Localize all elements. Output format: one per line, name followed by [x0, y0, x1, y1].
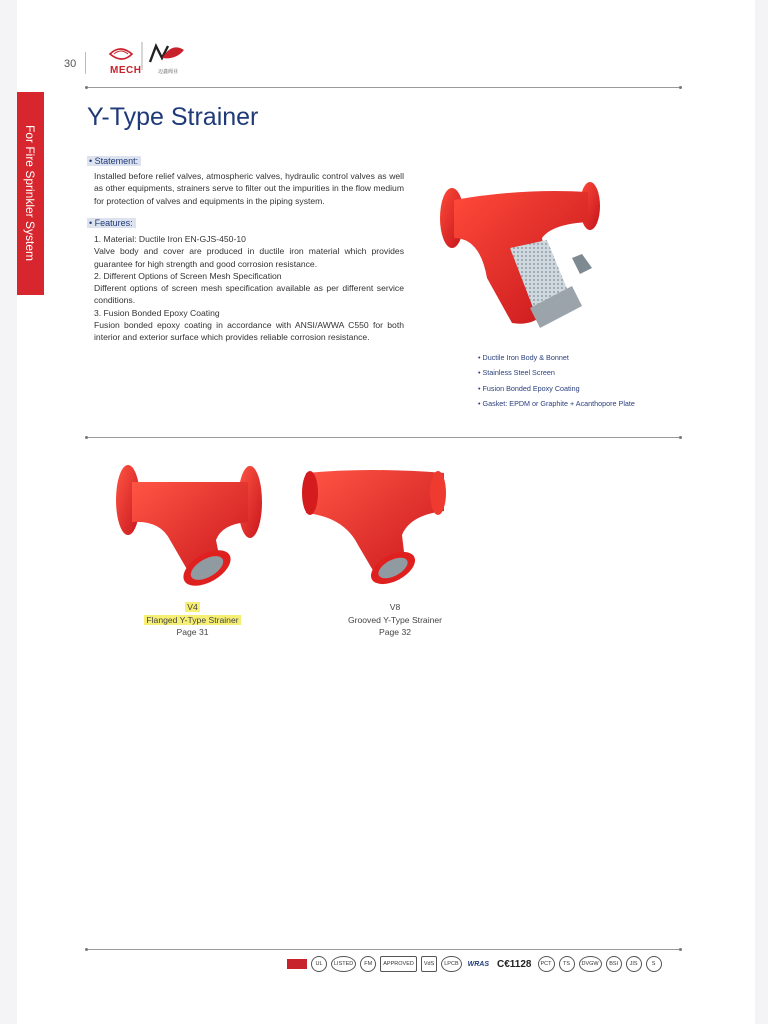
side-tab-label: For Fire Sprinkler System	[23, 124, 37, 262]
product-feature-item: • Gasket: EPDM or Graphite + Acanthopore Plate	[478, 398, 635, 408]
features-list	[94, 233, 404, 344]
ul-listed-icon: LISTED	[331, 956, 356, 972]
strainer-cutaway-image	[432, 178, 607, 338]
product-page: Page 32	[378, 627, 412, 637]
product-name: Flanged Y-Type Strainer	[146, 614, 239, 625]
fm-approved-icon: FM	[360, 956, 376, 972]
product-name: Grooved Y-Type Strainer	[347, 614, 443, 625]
feature-heading: 3. Fusion Bonded Epoxy Coating	[94, 307, 220, 318]
product-feature-item: • Ductile Iron Body & Bonnet	[478, 353, 569, 362]
dvgw-icon: DVGW	[579, 956, 602, 972]
pct-icon: PCT	[538, 956, 555, 972]
product-code: V4	[187, 602, 198, 612]
lpcb-icon: LPCB	[441, 956, 461, 972]
features-label: • Features:	[87, 218, 136, 228]
header-divider	[85, 52, 86, 74]
product-caption-v8	[335, 601, 455, 639]
footer-rule	[87, 949, 680, 950]
brand-name: MECH	[110, 65, 142, 76]
page-title: Y-Type Strainer	[87, 103, 259, 131]
jis-icon: JIS	[626, 956, 642, 972]
s-mark-icon: S	[646, 956, 662, 972]
ts-icon: TS	[559, 956, 575, 972]
page-number: 30	[64, 58, 77, 70]
product-code: V8	[389, 602, 401, 612]
feature-text: Different options of screen mesh specification available as per different service conditions.	[94, 283, 404, 306]
product-caption-v4	[135, 601, 250, 639]
bsi-icon: BSI	[606, 956, 622, 972]
product-feature-item: • Fusion Bonded Epoxy Coating	[478, 383, 580, 393]
vds-icon: VdS	[421, 956, 437, 972]
approved-icon: APPROVED	[380, 956, 417, 972]
logo-subtext: 迈鑫阀业	[158, 69, 179, 75]
statement-text: Installed before relief valves, atmospheric valves, hydraulic control valves as well as other equipments, strainers serve to filter out the impurities in the flow medium for protection of valves and equipments in the piping system.	[94, 171, 404, 206]
flanged-strainer-image	[112, 460, 267, 595]
certification-logos	[287, 953, 662, 975]
feature-heading: 2. Different Options of Screen Mesh Specification	[94, 270, 282, 281]
wras-icon: WRAS	[467, 960, 490, 968]
product-feature-item: • Stainless Steel Screen	[478, 368, 555, 378]
product-feature-list	[478, 350, 635, 411]
section-rule	[87, 437, 680, 438]
flag-icon	[287, 959, 307, 969]
product-page: Page 31	[176, 627, 209, 637]
feature-text: Valve body and cover are produced in ductile iron material which provides guarantee for high strength and good corrosion resistance.	[94, 246, 404, 269]
statement-label: • Statement:	[87, 156, 141, 166]
feature-text: Fusion bonded epoxy coating in accordance with ANSI/AWWA C550 for both interior and exterior surface which provides reliable corrosion resistance.	[94, 320, 404, 343]
grooved-strainer-image	[298, 465, 453, 595]
header-rule	[87, 87, 680, 88]
ce-mark-icon: C€1128	[497, 958, 532, 970]
ul-icon: UL	[311, 956, 327, 972]
feature-heading: 1. Material: Ductile Iron EN-GJS-450-10	[94, 234, 246, 244]
